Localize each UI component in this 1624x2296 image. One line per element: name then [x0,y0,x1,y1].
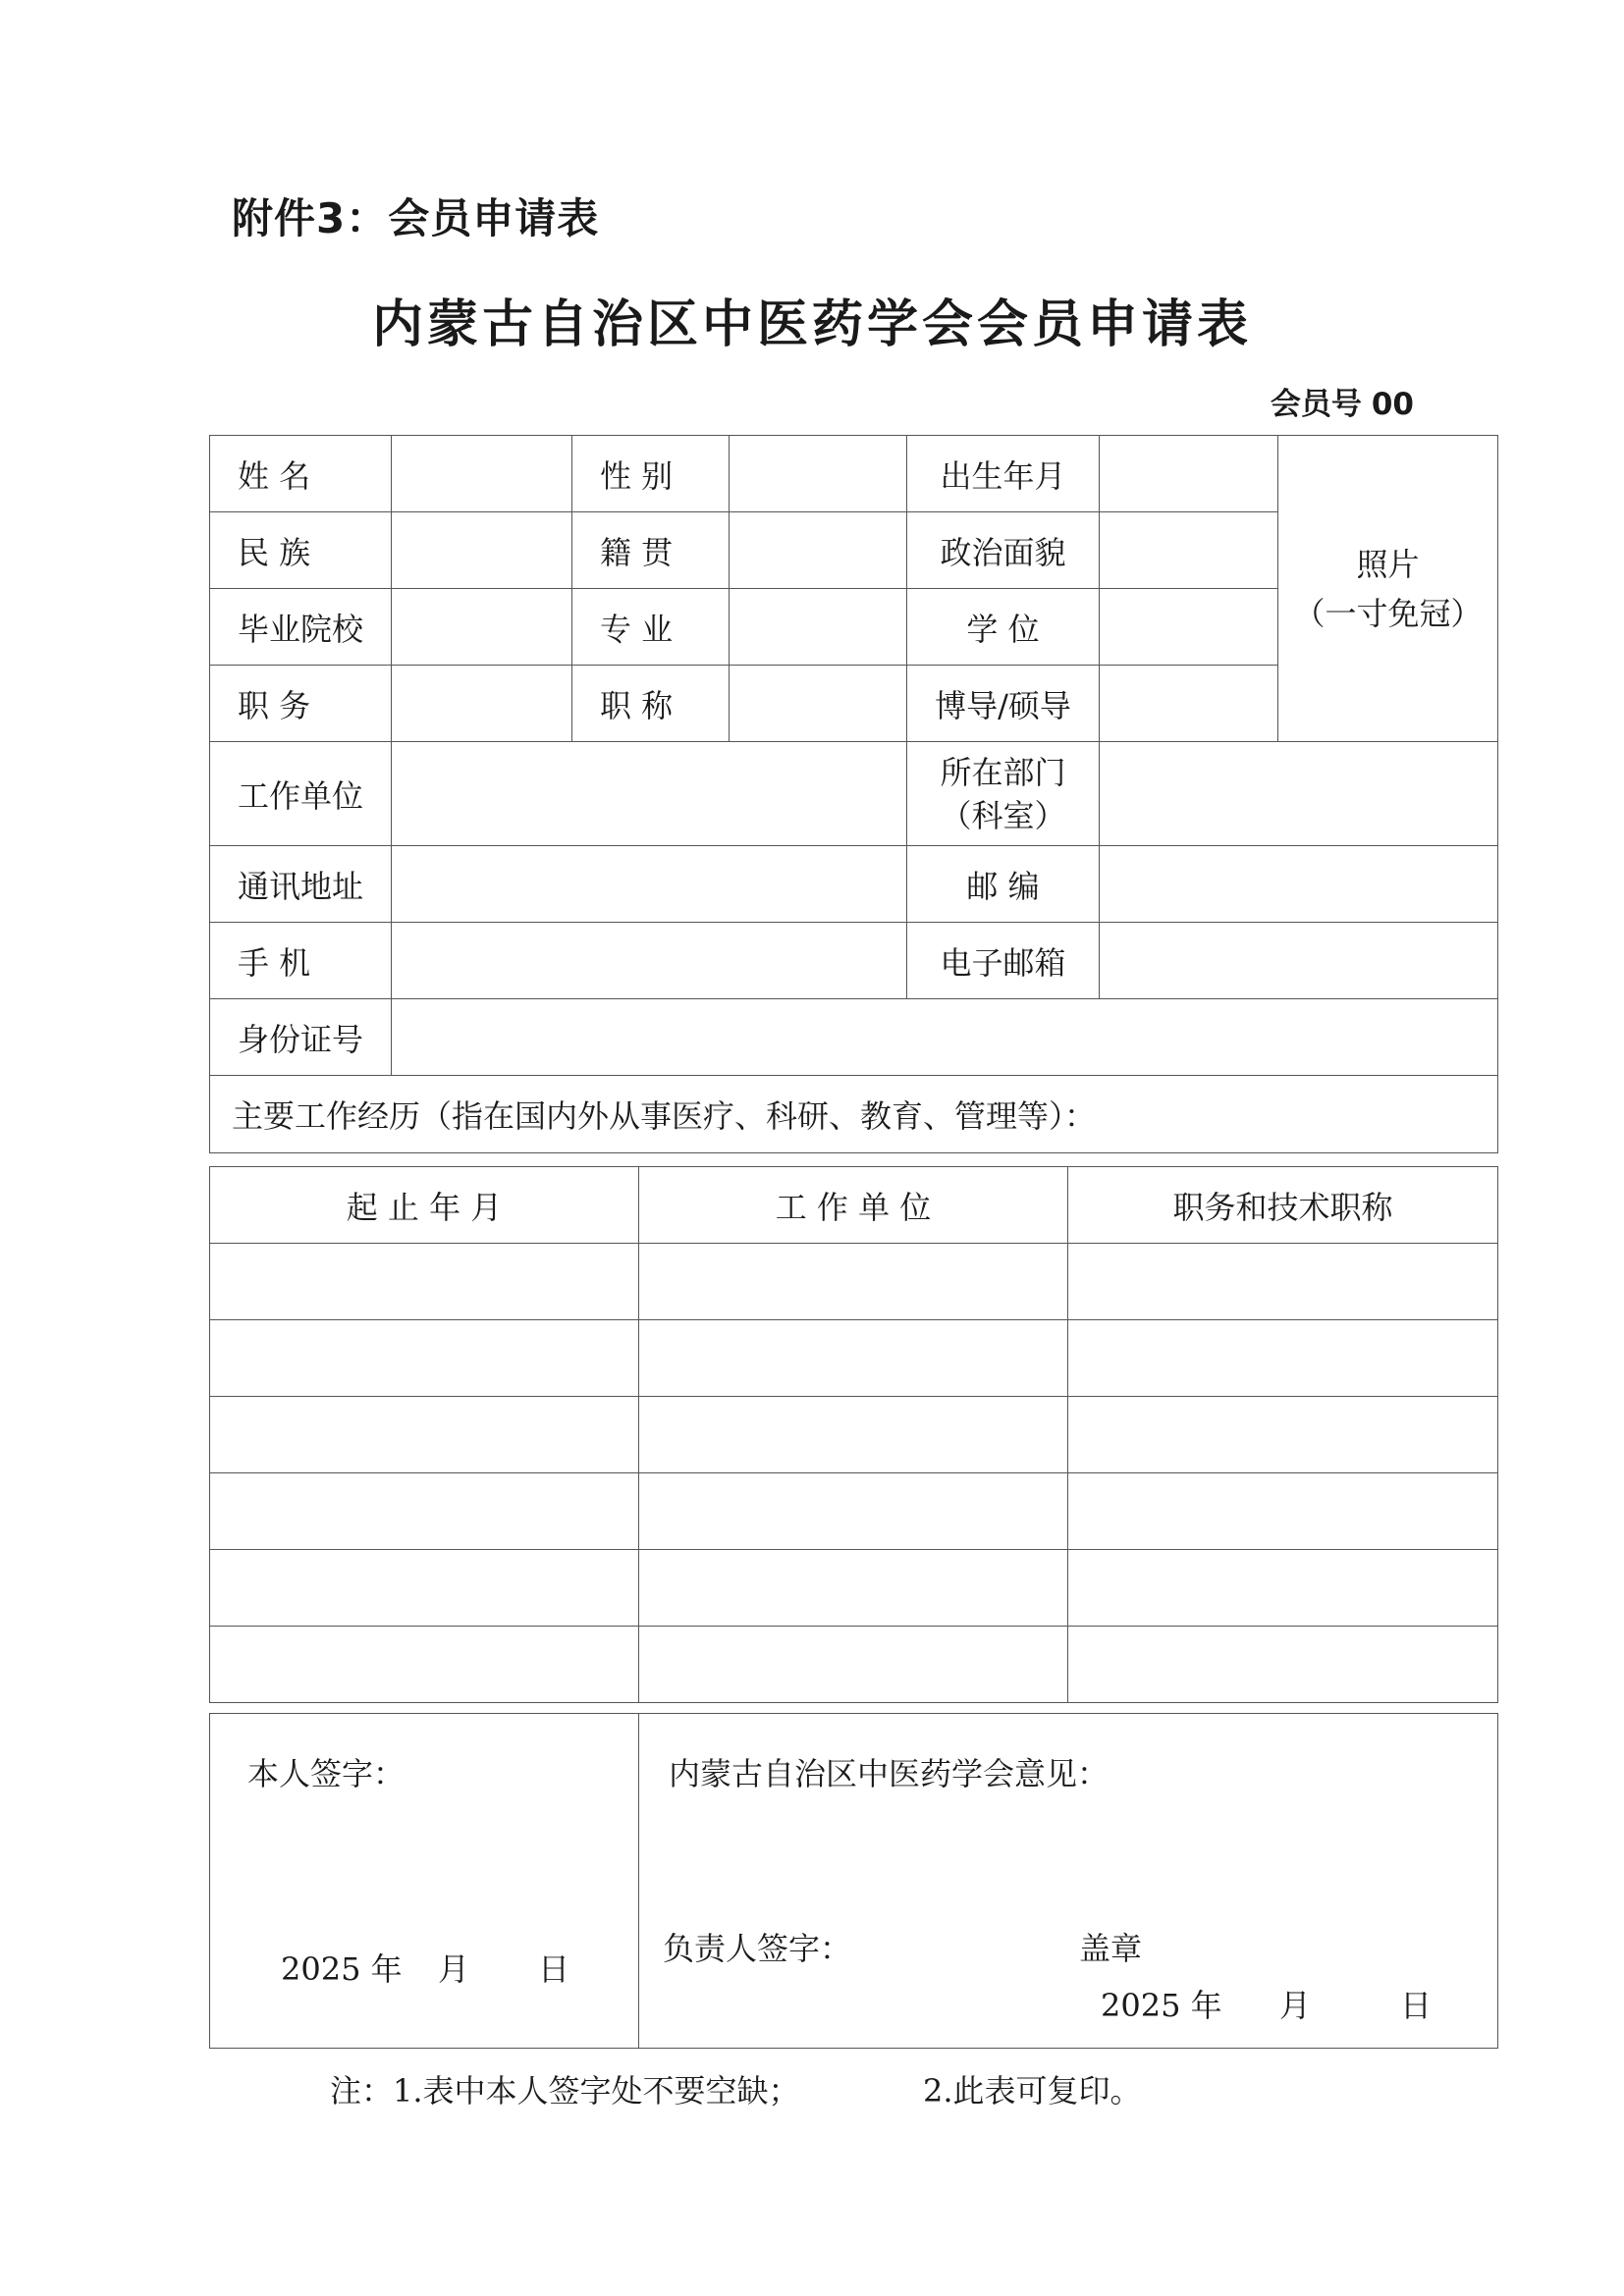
school-label: 毕业院校 [210,589,392,666]
major-label: 专 业 [572,589,730,666]
postcode-label: 邮 编 [907,846,1100,923]
col-workplace: 工 作 单 位 [639,1167,1068,1244]
personal-info-table [209,435,1498,1153]
history-workplace-cell[interactable] [639,1244,1068,1320]
position-field[interactable] [392,666,572,742]
title-label: 职 称 [572,666,730,742]
mobile-label: 手 机 [210,923,392,999]
org-date-year: 2025 年 [1101,1987,1222,2024]
responsible-signature-label: 负责人签字： [663,1930,852,1967]
ethnicity-label: 民 族 [210,512,392,589]
workplace-field[interactable] [392,742,907,846]
self-date-year: 2025 年 [281,1950,403,1988]
history-title-cell[interactable] [1068,1550,1498,1627]
ethnicity-field[interactable] [392,512,572,589]
self-date-day: 日 [538,1950,570,1988]
footnote-prefix: 注： [330,2072,394,2109]
postcode-field[interactable] [1100,846,1498,923]
email-label: 电子邮箱 [907,923,1100,999]
history-period-cell[interactable] [210,1473,639,1550]
degree-field[interactable] [1100,589,1278,666]
col-period: 起 止 年 月 [210,1167,639,1244]
form-title: 内蒙古自治区中医药学会会员申请表 [371,295,1252,354]
table-row [210,1550,1498,1627]
name-label: 姓 名 [210,436,392,512]
gender-field[interactable] [730,436,907,512]
photo-label: 照片 [1356,545,1420,583]
department-field[interactable] [1100,742,1498,846]
signature-table [209,1713,1498,2049]
native-place-field[interactable] [730,512,907,589]
self-signature-label: 本人签字： [247,1755,406,1792]
name-field[interactable] [392,436,572,512]
opinion-label: 内蒙古自治区中医药学会意见： [669,1755,1110,1792]
history-period-cell[interactable] [210,1244,639,1320]
political-status-field[interactable] [1100,512,1278,589]
footnote-item1: 1.表中本人签字处不要空缺； [393,2072,800,2109]
department-label-line2: （科室） [940,796,1066,834]
history-title-cell[interactable] [1068,1473,1498,1550]
native-place-label: 籍 贯 [572,512,730,589]
association-opinion-box[interactable] [639,1714,1498,2049]
work-history-table [209,1166,1498,1703]
footnote-item2: 2.此表可复印。 [923,2072,1142,2109]
self-signature-box[interactable] [210,1714,639,2049]
history-title-cell[interactable] [1068,1244,1498,1320]
history-title-cell[interactable] [1068,1627,1498,1703]
supervisor-field[interactable] [1100,666,1278,742]
history-workplace-cell[interactable] [639,1627,1068,1703]
member-number [1271,379,1414,423]
table-row [210,1320,1498,1397]
attachment-label: 附件3：会员申请表 [232,194,600,242]
history-workplace-cell[interactable] [639,1473,1068,1550]
member-number-label: 会员号 [1270,387,1362,422]
footnote [330,2066,800,2111]
gender-label: 性 别 [572,436,730,512]
birth-label: 出生年月 [907,436,1100,512]
supervisor-label: 博导/硕导 [907,666,1100,742]
id-number-label: 身份证号 [210,999,392,1076]
school-field[interactable] [392,589,572,666]
political-status-label: 政治面貌 [907,512,1100,589]
birth-field[interactable] [1100,436,1278,512]
org-date-day: 日 [1400,1987,1433,2024]
history-period-cell[interactable] [210,1627,639,1703]
address-label: 通讯地址 [210,846,392,923]
history-workplace-cell[interactable] [639,1320,1068,1397]
history-period-cell[interactable] [210,1397,639,1473]
photo-box[interactable] [1278,436,1498,742]
history-period-cell[interactable] [210,1320,639,1397]
table-row [210,1473,1498,1550]
id-number-field[interactable] [392,999,1498,1076]
history-workplace-cell[interactable] [639,1397,1068,1473]
title-field[interactable] [730,666,907,742]
table-row [210,1397,1498,1473]
address-field[interactable] [392,846,907,923]
position-label: 职 务 [210,666,392,742]
org-date-month: 月 [1279,1987,1312,2024]
workplace-label: 工作单位 [210,742,392,846]
col-title: 职务和技术职称 [1068,1167,1498,1244]
history-period-cell[interactable] [210,1550,639,1627]
email-field[interactable] [1100,923,1498,999]
history-workplace-cell[interactable] [639,1550,1068,1627]
department-label-line1: 所在部门 [940,753,1066,791]
self-date-month: 月 [438,1950,470,1988]
history-title-cell[interactable] [1068,1320,1498,1397]
degree-label: 学 位 [907,589,1100,666]
history-title-cell[interactable] [1068,1397,1498,1473]
department-label [907,742,1100,846]
major-field[interactable] [730,589,907,666]
seal-label: 盖章 [1079,1930,1143,1967]
table-row [210,1244,1498,1320]
member-number-value: 00 [1371,387,1414,422]
photo-note: （一寸免冠） [1293,594,1483,632]
work-history-heading: 主要工作经历（指在国内外从事医疗、科研、教育、管理等）： [210,1076,1498,1153]
mobile-field[interactable] [392,923,907,999]
table-row [210,1627,1498,1703]
